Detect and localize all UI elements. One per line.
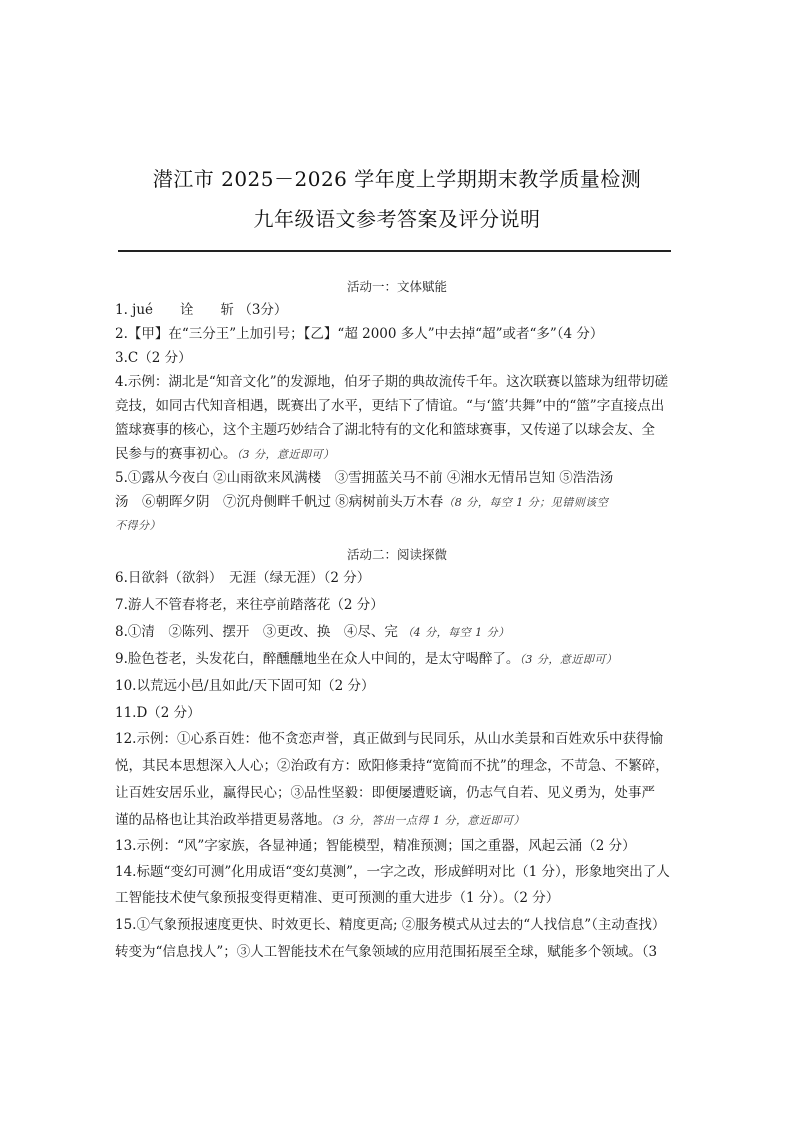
answer-4-text: 民参与的赛事初心。 [115,446,237,462]
answer-9-scoring-note: （3 分，意近即可） [519,653,618,666]
answer-8-scoring-note: （4 分，每空 1 分） [402,626,510,639]
answer-4-line-4 [115,444,685,465]
answer-9 [115,649,685,670]
page-title: 潜江市 2025－2026 学年度上学期期末教学质量检测 [152,167,642,191]
section-heading-activity-1: 活动一：文体赋能 [346,279,447,294]
answer-4-line-2: 竞技，如同古代知音相遇，既赛出了水平，更结下了情谊。“与‘篮’共舞”中的“篮”字直接点出 [115,398,665,414]
answer-10: 10.以荒远小邑/且如此/天下固可知（2 分） [115,678,375,694]
answer-6: 6.日欲斜（欲斜） 无涯（绿无涯）（2 分） [115,570,371,586]
title-divider [118,250,671,252]
answer-11: 11.D（2 分） [115,705,201,721]
section-heading-activity-2: 活动二：阅读探微 [346,547,447,562]
answer-12-line-2: 悦，其民本思想深入人心；②治政有方：欧阳修秉持“宽简而不扰”的理念，不苛急、不繁碎， [115,758,669,774]
answer-12-line-1: 12.示例：①心系百姓：他不贪恋声誉，真正做到与民同乐，从山水美景和百姓欢乐中获得愉 [115,731,663,747]
answer-15-line-2: 转变为“信息找人”；③人工智能技术在气象领域的应用范围拓展至全球，赋能多个领域。（3 [115,944,658,960]
answer-8 [115,622,685,643]
answer-7: 7.游人不管春将老，来往亭前踏落花（2 分） [115,597,384,613]
answer-5-line-3: 不得分） [115,519,161,532]
answer-1: 1. jué 诠 斩 （3分） [115,302,288,318]
answer-5-line-2 [115,492,685,513]
answer-9-text: 9.脸色苍老，头发花白，醉醺醺地坐在众人中间的，是太守喝醉了。 [115,651,520,667]
answer-4-line-3: 篮球赛事的核心，这个主题巧妙结合了湖北特有的文化和篮球赛事，又传递了以球会友、全 [115,422,655,438]
answer-4-line-1: 4.示例：湖北是“知音文化”的发源地，伯牙子期的典故流传千年。这次联赛以篮球为纽带切磋 [115,374,669,390]
answer-12-text: 谨的品格也让其治政举措更易落地。 [115,812,331,828]
answer-12-line-4 [115,810,685,831]
answer-13: 13.示例：“风”字家族，各显神通；智能模型，精准预测；国之重器，风起云涌（2 分） [115,838,636,854]
answer-5-scoring-note: （8 分，每空 1 分；见错则该空 [443,496,609,509]
answer-2: 2.【甲】在“三分王”上加引号；【乙】“超 2000 多人”中去掉“超”或者“多”（4 分） [115,326,604,342]
answer-8-text: 8.①清 ②陈列、摆开 ③更改、换 ④尽、完 [115,624,398,640]
answer-12-scoring-note: （3 分，答出一点得 1 分，意近即可） [331,814,525,827]
answer-15-line-1: 15.①气象预报速度更快、时效更长、精度更高; ②服务模式从过去的“人找信息”（主动查找） [115,917,666,933]
answer-12-line-3: 让百姓安居乐业，赢得民心；③品性坚毅：即便屡遭贬谪，仍志气自若、见义勇为，处事严 [115,785,655,801]
answer-14-line-2: 工智能技术使气象预报变得更精准、更可预测的重大进步（1 分）。（2 分） [115,890,560,906]
page-subtitle: 九年级语文参考答案及评分说明 [253,207,541,231]
answer-14-line-1: 14.标题“变幻可测”化用成语“变幻莫测”，一字之改，形成鲜明对比（1 分），形象地突出了人 [115,864,670,880]
answer-4-scoring-note: （3 分，意近即可） [236,448,335,461]
answer-5-line-1: 5.①露从今夜白 ②山雨欲来风满楼 ③雪拥蓝关马不前 ④湘水无情吊岂知 ⑤浩浩汤 [115,470,614,486]
answer-5-text: 汤 ⑥朝晖夕阴 ⑦沉舟侧畔千帆过 ⑧病树前头万木春 [115,494,444,510]
answer-3: 3.C（2 分） [115,350,192,366]
